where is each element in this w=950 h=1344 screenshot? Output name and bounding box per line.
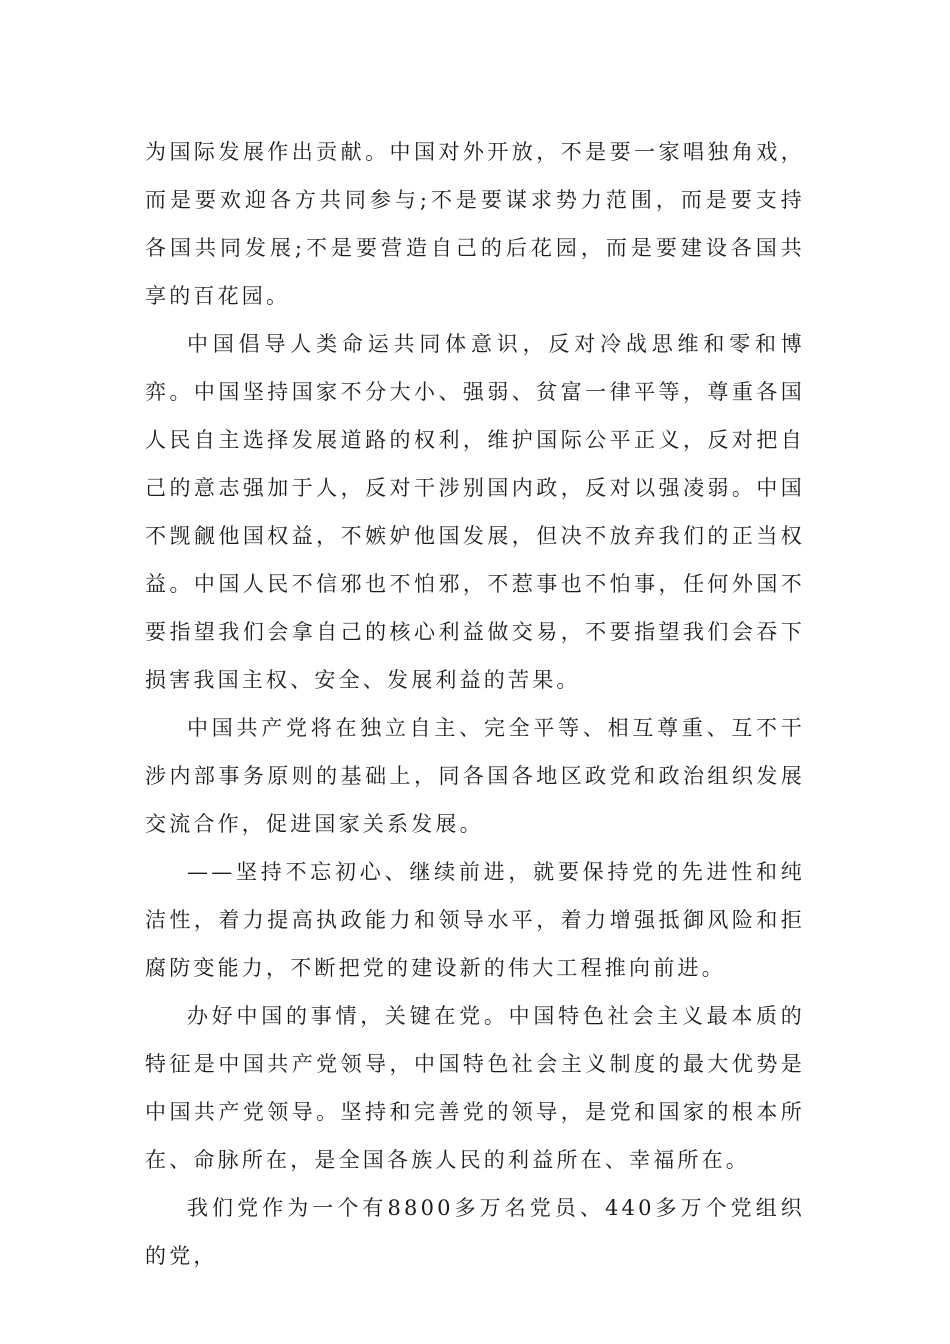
- paragraph-2: 中国倡导人类命运共同体意识，反对冷战思维和零和博弈。中国坚持国家不分大小、强弱、贫富一律平等，尊重各国人民自主选择发展道路的权利，维护国际公平正义，反对把自己的意志强加于人，反对干涉别国内政，反对以强凌弱。中国不觊觎他国权益，不嫉妒他国发展，但决不放弃我们的正当权益。中国人民不信邪也不怕邪，不惹事也不怕事，任何外国不要指望我们会拿自己的核心利益做交易，不要指望我们会吞下损害我国主权、安全、发展利益的苦果。: [145, 332, 805, 692]
- paragraph-3: 中国共产党将在独立自主、完全平等、相互尊重、互不干涉内部事务原则的基础上，同各国各地区政党和政治组织发展交流合作，促进国家关系发展。: [145, 716, 805, 836]
- paragraph-5: 办好中国的事情，关键在党。中国特色社会主义最本质的特征是中国共产党领导，中国特色社会主义制度的最大优势是中国共产党领导。坚持和完善党的领导，是党和国家的根本所在、命脉所在，是全国各族人民的利益所在、幸福所在。: [145, 1004, 805, 1172]
- document-body: [145, 128, 805, 1280]
- paragraph-4: ——坚持不忘初心、继续前进，就要保持党的先进性和纯洁性，着力提高执政能力和领导水平，着力增强抵御风险和拒腐防变能力，不断把党的建设新的伟大工程推向前进。: [145, 860, 805, 980]
- paragraph-1: 为国际发展作出贡献。中国对外开放，不是要一家唱独角戏，而是要欢迎各方共同参与;不是要谋求势力范围，而是要支持各国共同发展;不是要营造自己的后花园，而是要建设各国共享的百花园。: [145, 140, 805, 308]
- paragraph-6: 我们党作为一个有8800多万名党员、440多万个党组织的党，: [145, 1196, 805, 1268]
